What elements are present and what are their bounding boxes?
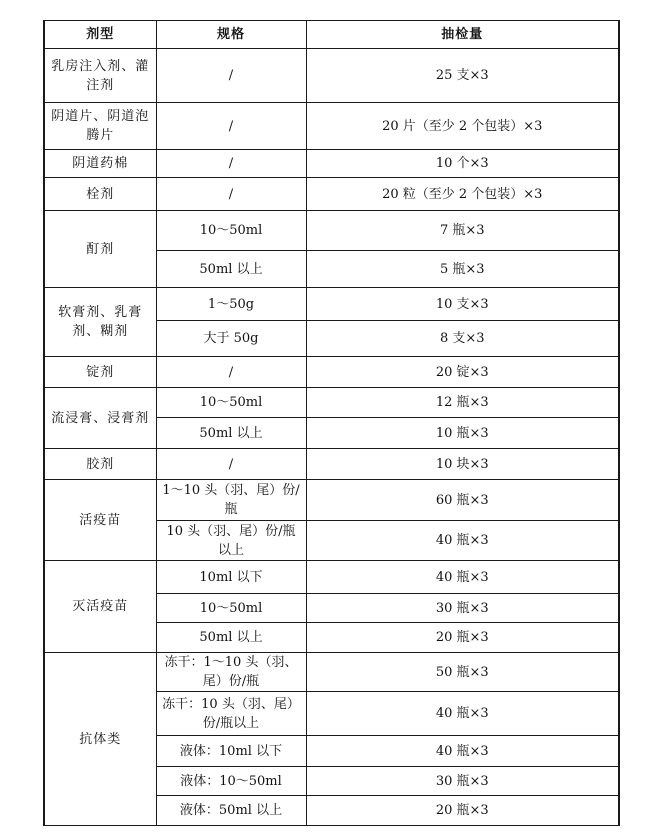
sampling-quantity-cell: 20 片（至少 2 个包装）×3: [306, 103, 619, 150]
specification-cell: 冻干：10 头（羽、尾）份/瓶以上: [156, 692, 306, 736]
specification-cell: 液体：50ml 以上: [156, 796, 306, 826]
sampling-quantity-cell: 20 瓶×3: [306, 623, 619, 653]
table-header-row: [44, 21, 619, 49]
specification-cell: /: [156, 150, 306, 178]
sampling-quantity-cell: 12 瓶×3: [306, 388, 619, 418]
sampling-quantity-cell: 40 瓶×3: [306, 561, 619, 594]
sampling-quantity-cell: 20 瓶×3: [306, 796, 619, 826]
dosage-form-cell: 胶剂: [44, 449, 156, 480]
specification-cell: 1～10 头（羽、尾）份/瓶: [156, 480, 306, 521]
sampling-quantity-cell: 25 支×3: [306, 49, 619, 103]
specification-cell: 10～50ml: [156, 211, 306, 251]
header-dosage-form: 剂型: [44, 21, 156, 49]
sampling-quantity-cell: 60 瓶×3: [306, 480, 619, 521]
table-row: [44, 178, 619, 211]
sampling-quantity-cell: 5 瓶×3: [306, 251, 619, 288]
specification-cell: 10～50ml: [156, 388, 306, 418]
specification-cell: 10ml 以下: [156, 561, 306, 594]
table-row: [44, 388, 619, 418]
table-row: [44, 211, 619, 251]
sampling-quantity-cell: 40 瓶×3: [306, 521, 619, 561]
table-row: [44, 103, 619, 150]
specification-cell: /: [156, 178, 306, 211]
dosage-form-cell: 软膏剂、乳膏剂、糊剂: [44, 288, 156, 357]
table-row: [44, 49, 619, 103]
sampling-quantity-cell: 8 支×3: [306, 321, 619, 357]
dosage-form-cell: 流浸膏、浸膏剂: [44, 388, 156, 449]
dosage-form-cell: 乳房注入剂、灌注剂: [44, 49, 156, 103]
dosage-form-cell: 阴道片、阴道泡腾片: [44, 103, 156, 150]
dosage-form-cell: 活疫苗: [44, 480, 156, 561]
dosage-form-cell: 抗体类: [44, 653, 156, 826]
sampling-quantity-cell: 10 支×3: [306, 288, 619, 321]
sampling-quantity-cell: 30 瓶×3: [306, 594, 619, 623]
header-sampling-quantity: 抽检量: [306, 21, 619, 49]
specification-cell: 1～50g: [156, 288, 306, 321]
dosage-form-cell: 锭剂: [44, 357, 156, 388]
dosage-form-cell: 酊剂: [44, 211, 156, 288]
sampling-quantity-cell: 30 瓶×3: [306, 767, 619, 796]
table-row: [44, 653, 619, 692]
sampling-quantity-cell: 20 锭×3: [306, 357, 619, 388]
specification-cell: /: [156, 449, 306, 480]
specification-cell: 大于 50g: [156, 321, 306, 357]
specification-cell: 50ml 以上: [156, 418, 306, 449]
specification-cell: /: [156, 103, 306, 150]
table-row: [44, 480, 619, 521]
table-row: [44, 561, 619, 594]
sampling-quantity-cell: 50 瓶×3: [306, 653, 619, 692]
sampling-quantity-cell: 10 个×3: [306, 150, 619, 178]
specification-cell: 50ml 以上: [156, 251, 306, 288]
sampling-quantity-cell: 40 瓶×3: [306, 736, 619, 767]
specification-cell: /: [156, 357, 306, 388]
sampling-quantity-cell: 20 粒（至少 2 个包装）×3: [306, 178, 619, 211]
specification-cell: 液体：10～50ml: [156, 767, 306, 796]
dosage-form-cell: 阴道药棉: [44, 150, 156, 178]
sampling-quantity-table: [43, 20, 620, 826]
dosage-form-cell: 栓剂: [44, 178, 156, 211]
table-body: [44, 49, 619, 826]
specification-cell: 50ml 以上: [156, 623, 306, 653]
table-row: [44, 150, 619, 178]
dosage-form-cell: 灭活疫苗: [44, 561, 156, 653]
header-specification: 规格: [156, 21, 306, 49]
sampling-quantity-cell: 40 瓶×3: [306, 692, 619, 736]
specification-cell: 10～50ml: [156, 594, 306, 623]
sampling-quantity-cell: 10 块×3: [306, 449, 619, 480]
specification-cell: 冻干：1～10 头（羽、尾）份/瓶: [156, 653, 306, 692]
table-row: [44, 288, 619, 321]
specification-cell: 10 头（羽、尾）份/瓶以上: [156, 521, 306, 561]
specification-cell: 液体：10ml 以下: [156, 736, 306, 767]
sampling-quantity-cell: 7 瓶×3: [306, 211, 619, 251]
table-row: [44, 449, 619, 480]
sampling-quantity-cell: 10 瓶×3: [306, 418, 619, 449]
table-row: [44, 357, 619, 388]
specification-cell: /: [156, 49, 306, 103]
